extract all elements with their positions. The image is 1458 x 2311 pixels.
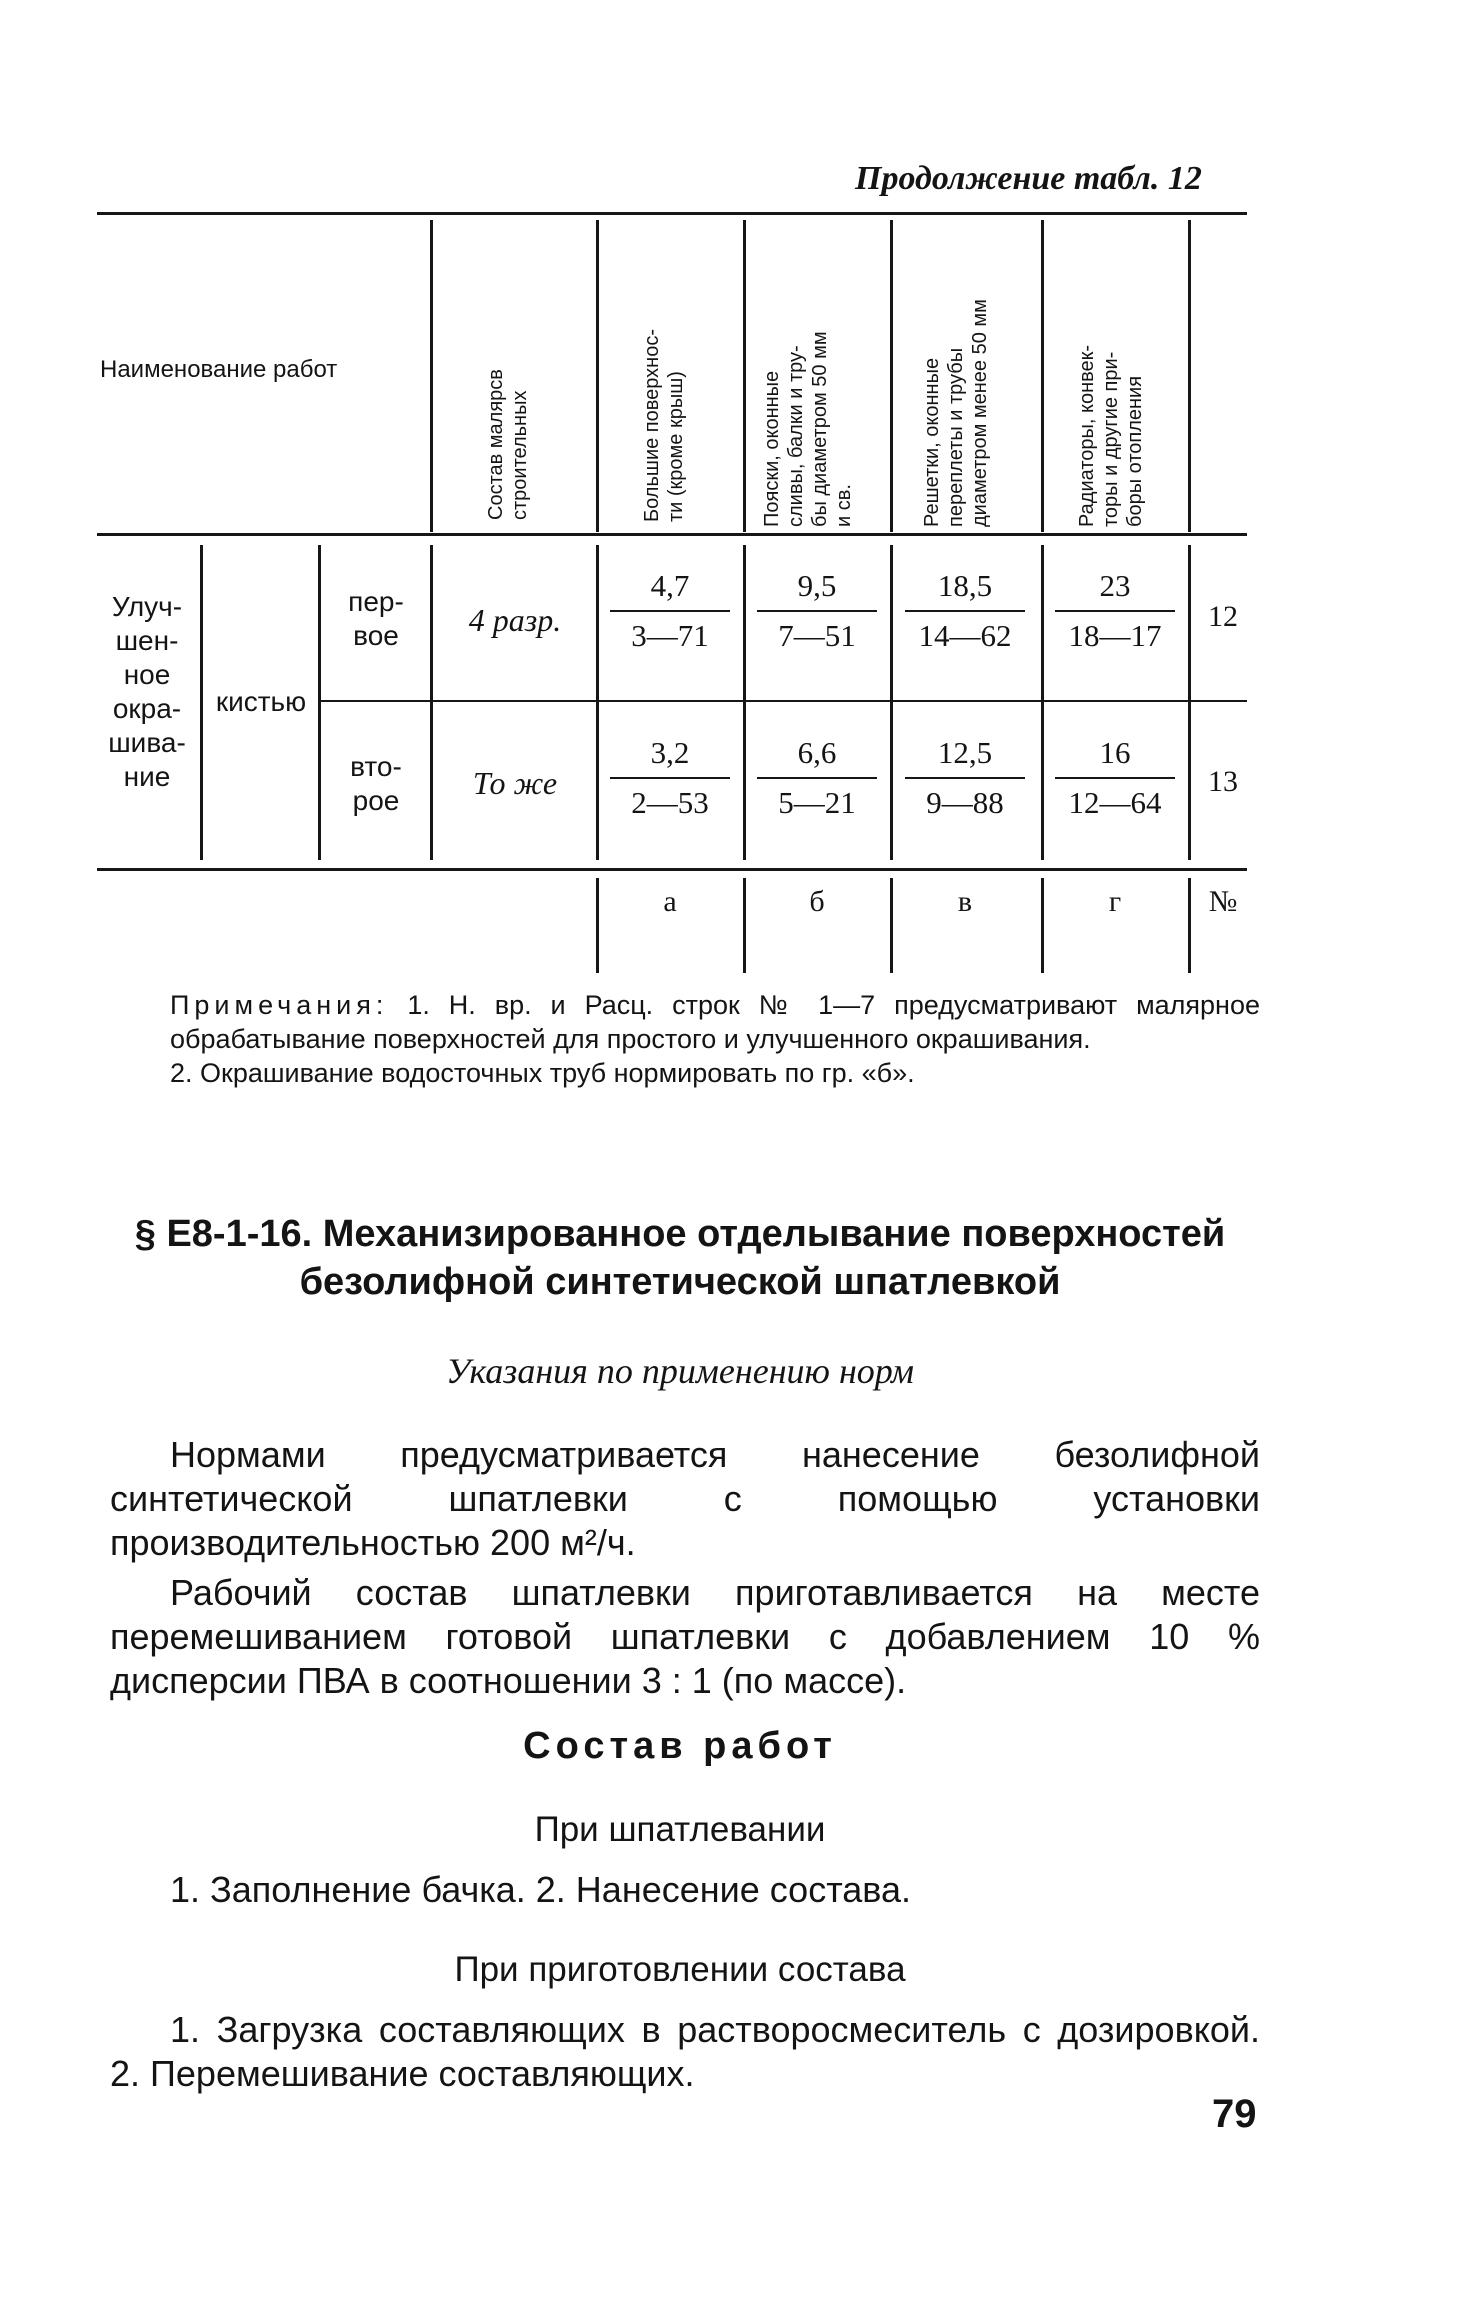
- header-composition: [484, 369, 532, 520]
- value-cell: [595, 735, 745, 821]
- rate: 12—64: [1068, 785, 1162, 820]
- body-bottom-rule: [97, 868, 1247, 871]
- norm-time: 6,6: [797, 735, 837, 770]
- page-number: 79: [1212, 2092, 1257, 2136]
- fraction-bar: [905, 777, 1025, 779]
- rate: 3—71: [631, 618, 709, 653]
- header-line: ти (кроме крыш): [665, 371, 687, 522]
- paragraph-1: Нормами предусматривается нанесение безолифной синтетической шпатлевки с помощью установки производительностью 200 м²/ч.: [110, 1434, 1260, 1563]
- method-label: кистью: [215, 686, 307, 717]
- section-title: [100, 1210, 1260, 1306]
- label-line: шива-: [108, 727, 186, 758]
- norm-time: 4,7: [650, 568, 690, 603]
- label-line: рое: [352, 785, 400, 816]
- fraction-bar: [1055, 610, 1175, 612]
- label-line: шен-: [115, 625, 179, 656]
- value-cell: [1040, 568, 1190, 654]
- column-key: б: [809, 885, 825, 918]
- table-caption: Продолжение табл. 12: [855, 160, 1202, 197]
- body-text: [110, 1433, 1260, 1703]
- fraction-bar: [757, 777, 877, 779]
- label-line: окра-: [112, 693, 182, 724]
- paragraph-2: Рабочий состав шпатлевки приготавливается на месте перемешиванием готовой шпатлевки с добавлением 10 % дисперсии ПВА в соотношении 3 : 1 (по массе).: [110, 1572, 1260, 1701]
- header-col-a: [640, 329, 688, 522]
- header-line: сливы, балки и тру-: [785, 345, 807, 527]
- header-col-g: [1075, 345, 1147, 527]
- header-line: боры отопления: [1124, 375, 1146, 527]
- norm-time: 9,5: [797, 568, 837, 603]
- header-col-v: [920, 299, 992, 527]
- column-key: в: [957, 885, 973, 918]
- label-line: вое: [353, 620, 399, 651]
- coat-label: [322, 750, 430, 818]
- note-2: 2. Окрашивание водосточных труб нормировать по гр. «б».: [170, 1058, 915, 1088]
- norm-time: 16: [1099, 735, 1131, 770]
- header-line: Пояски, оконные: [761, 370, 783, 527]
- steps-text: 1. Загрузка составляющих в растворосмеситель с дозировкой. 2. Перемешивание составляющих.: [110, 2009, 1260, 2094]
- rate: 9—88: [926, 785, 1004, 820]
- composition-cell: 4 разр.: [468, 602, 562, 638]
- value-cell: [890, 735, 1040, 821]
- header-line: диаметром менее 50 мм: [969, 299, 991, 527]
- coat-label: [322, 585, 430, 653]
- norm-time: 3,2: [650, 735, 690, 770]
- header-line: бы диаметром 50 мм: [809, 331, 831, 527]
- v-rule: [430, 220, 433, 532]
- v-rule: [1041, 220, 1044, 532]
- label-line: ние: [123, 761, 171, 792]
- fraction-bar: [757, 610, 877, 612]
- v-rule: [890, 220, 893, 532]
- fraction-bar: [610, 777, 730, 779]
- label-line: Улуч-: [111, 591, 183, 622]
- note-1: 1. Н. вр. и Расц. строк № 1—7 предусматривают малярное обрабатывание поверхностей для простого и улучшенного окрашивания.: [170, 990, 1260, 1054]
- title-line: безолифной синтетической шпатлевкой: [299, 1261, 1061, 1303]
- fraction-bar: [905, 610, 1025, 612]
- v-rule: [1188, 220, 1191, 532]
- column-key: г: [1108, 885, 1122, 918]
- norm-time: 23: [1099, 568, 1131, 603]
- row-number: 12: [1208, 600, 1238, 633]
- header-line: Большие поверхнос-: [641, 329, 663, 522]
- value-cell: [742, 735, 892, 821]
- title-line: § Е8-1-16. Механизированное отделывание поверхностей: [134, 1213, 1226, 1255]
- table-notes: [170, 988, 1260, 1090]
- norm-time: 12,5: [937, 735, 993, 770]
- header-work-name: Наименование работ: [100, 356, 338, 383]
- rate: 2—53: [631, 785, 709, 820]
- steps-text: 1. Заполнение бачка. 2. Нанесение состава.: [170, 1869, 912, 1910]
- row-number: 13: [1208, 765, 1238, 798]
- fraction-bar: [1055, 777, 1175, 779]
- subheading-preparation: При приготовлении состава: [454, 1950, 906, 1989]
- value-cell: [1040, 735, 1190, 821]
- value-cell: [742, 568, 892, 654]
- number-key: №: [1208, 885, 1238, 918]
- header-bottom-rule: [97, 533, 1247, 536]
- header-line: торы и другие при-: [1100, 351, 1122, 527]
- row-divider: [318, 700, 1247, 702]
- label-line: вто-: [350, 751, 402, 782]
- work-name-label: [92, 590, 202, 794]
- v-rule: [430, 545, 433, 860]
- header-line: Радиаторы, конвек-: [1076, 344, 1098, 527]
- subheading-puttying: При шпатлевании: [534, 1810, 826, 1849]
- value-cell: [890, 568, 1040, 654]
- section-subtitle: Указания по применению норм: [446, 1351, 914, 1391]
- rate: 5—21: [778, 785, 856, 820]
- value-cell: [595, 568, 745, 654]
- preparation-steps: [110, 2008, 1260, 2096]
- column-key: а: [663, 885, 677, 918]
- v-rule: [743, 220, 746, 532]
- composition-cell: То же: [472, 765, 558, 801]
- header-line: Состав малярсв: [485, 369, 507, 520]
- header-line: строительных: [509, 390, 531, 520]
- rate: 18—17: [1068, 618, 1162, 653]
- norm-time: 18,5: [937, 568, 993, 603]
- table-top-rule: [97, 212, 1247, 215]
- rate: 14—62: [918, 618, 1012, 653]
- v-rule: [596, 220, 599, 532]
- header-col-b: [760, 331, 856, 527]
- header-line: Решетки, оконные: [921, 357, 943, 527]
- fraction-bar: [610, 610, 730, 612]
- notes-label: Примечания:: [170, 990, 389, 1020]
- puttying-steps: [110, 1868, 1260, 1912]
- label-line: пер-: [348, 586, 404, 617]
- label-line: ное: [123, 659, 171, 690]
- header-line: и св.: [833, 484, 855, 527]
- work-composition-heading: Состав работ: [523, 1725, 837, 1767]
- header-line: переплеты и трубы: [945, 347, 967, 527]
- rate: 7—51: [778, 618, 856, 653]
